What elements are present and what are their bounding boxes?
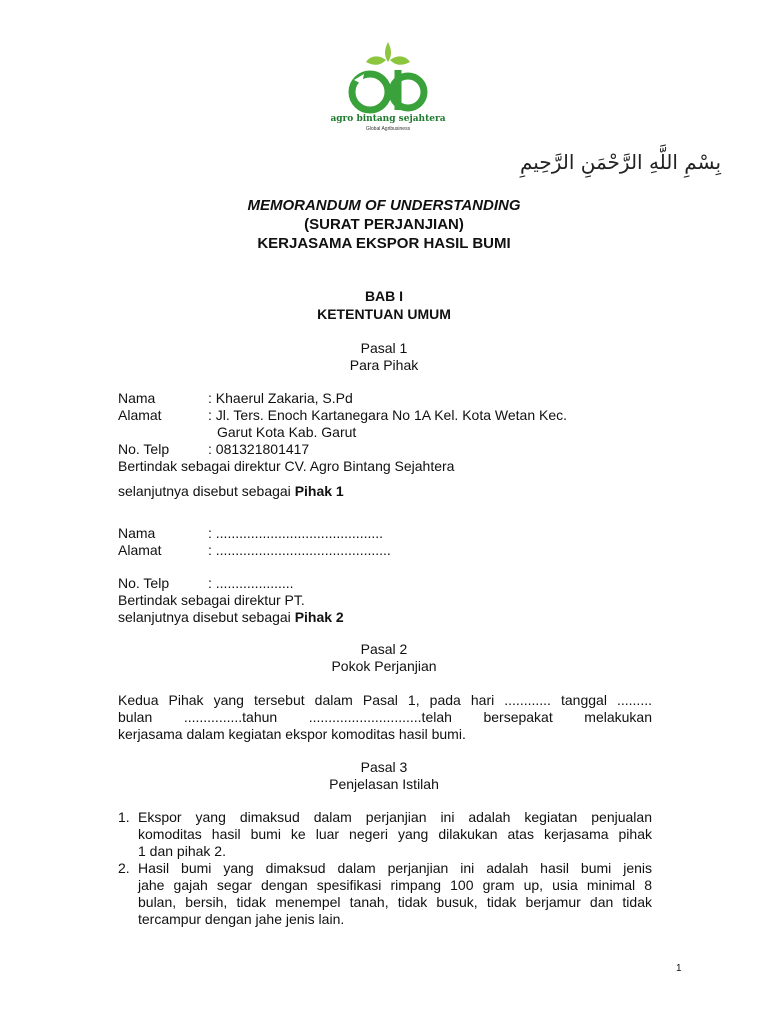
article-2-line-1: Kedua Pihak yang tersebut dalam Pasal 1, pada hari ............ tanggal .........: [118, 692, 652, 708]
article-2-label: Pasal 2: [360, 641, 408, 657]
list-item-line: 1 dan pihak 2.: [138, 843, 226, 859]
chapter-title: KETENTUAN UMUM: [317, 306, 451, 322]
party-2-reference-name: Pihak 2: [294, 609, 344, 625]
article-1-label: Pasal 1: [360, 340, 408, 356]
article-1-title: Para Pihak: [349, 357, 419, 373]
party-2-phone-value: : ....................: [208, 575, 294, 591]
party-2-reference-prefix: selanjutnya disebut sebagai: [118, 609, 295, 625]
party-1-address-label: Alamat: [118, 407, 162, 423]
basmalah-text: بِسْمِ اللَّهِ الرَّحْمَنِ الرَّحِيمِ: [520, 150, 722, 174]
article-3-label: Pasal 3: [360, 759, 408, 775]
list-item-number: 2.: [118, 860, 130, 876]
list-item-number: 1.: [118, 809, 130, 825]
chapter-label: BAB I: [364, 288, 404, 304]
article-3-title: Penjelasan Istilah: [329, 776, 439, 792]
party-2-role: Bertindak sebagai direktur PT.: [118, 592, 305, 608]
document-subtitle: (SURAT PERJANJIAN): [304, 216, 464, 233]
party-2-name-value: : ...........................................: [208, 525, 384, 541]
party-2-address-value: : .............................................: [208, 542, 391, 558]
list-item-line: tercampur dengan jahe jenis lain.: [138, 911, 345, 927]
party-2-address-label: Alamat: [118, 542, 162, 558]
party-1-reference: [118, 483, 344, 500]
party-1-address-value-cont: Garut Kota Kab. Garut: [217, 424, 357, 440]
party-1-name-value: : Khaerul Zakaria, S.Pd: [208, 390, 353, 406]
page-number: 1: [676, 963, 682, 974]
logo-tagline: Global Agribusiness: [365, 126, 411, 132]
list-item-line: jahe gajah segar dengan spesifikasi rimpang 100 gram up, usia minimal 8: [138, 877, 652, 893]
party-1-reference-prefix: selanjutnya disebut sebagai: [118, 483, 295, 499]
list-item-line: komoditas hasil bumi ke luar negeri yang dilakukan atas kerjasama pihak: [138, 826, 652, 842]
article-2-line-3: kerjasama dalam kegiatan ekspor komoditas hasil bumi.: [118, 726, 466, 742]
party-1-reference-name: Pihak 1: [294, 483, 344, 499]
document-heading: KERJASAMA EKSPOR HASIL BUMI: [257, 235, 511, 252]
list-item-line: Hasil bumi yang dimaksud dalam perjanjian ini adalah hasil bumi jenis: [138, 860, 652, 876]
party-2-name-label: Nama: [118, 525, 156, 541]
party-1-phone-value: : 081321801417: [208, 441, 310, 457]
party-2-reference: [118, 609, 344, 626]
article-2-title: Pokok Perjanjian: [331, 658, 437, 674]
party-1-name-label: Nama: [118, 390, 156, 406]
logo-company-name: agro bintang sejahtera: [330, 114, 446, 124]
list-item-line: bulan, bersih, tidak menempel tanah, tidak busuk, tidak berjamur dan tidak: [138, 894, 652, 910]
document-title: MEMORANDUM OF UNDERSTANDING: [247, 197, 521, 214]
party-1-role: Bertindak sebagai direktur CV. Agro Bintang Sejahtera: [118, 458, 455, 474]
party-1-address-value: : Jl. Ters. Enoch Kartanegara No 1A Kel. Kota Wetan Kec.: [208, 407, 568, 423]
party-2-phone-label: No. Telp: [118, 575, 170, 591]
basmalah-calligraphy: [275, 143, 722, 183]
list-item-line: Ekspor yang dimaksud dalam perjanjian ini adalah kegiatan penjualan: [138, 809, 652, 825]
party-1-phone-label: No. Telp: [118, 441, 170, 457]
article-2-line-2: bulan ...............tahun .............................telah bersepakat melakukan: [118, 709, 652, 725]
